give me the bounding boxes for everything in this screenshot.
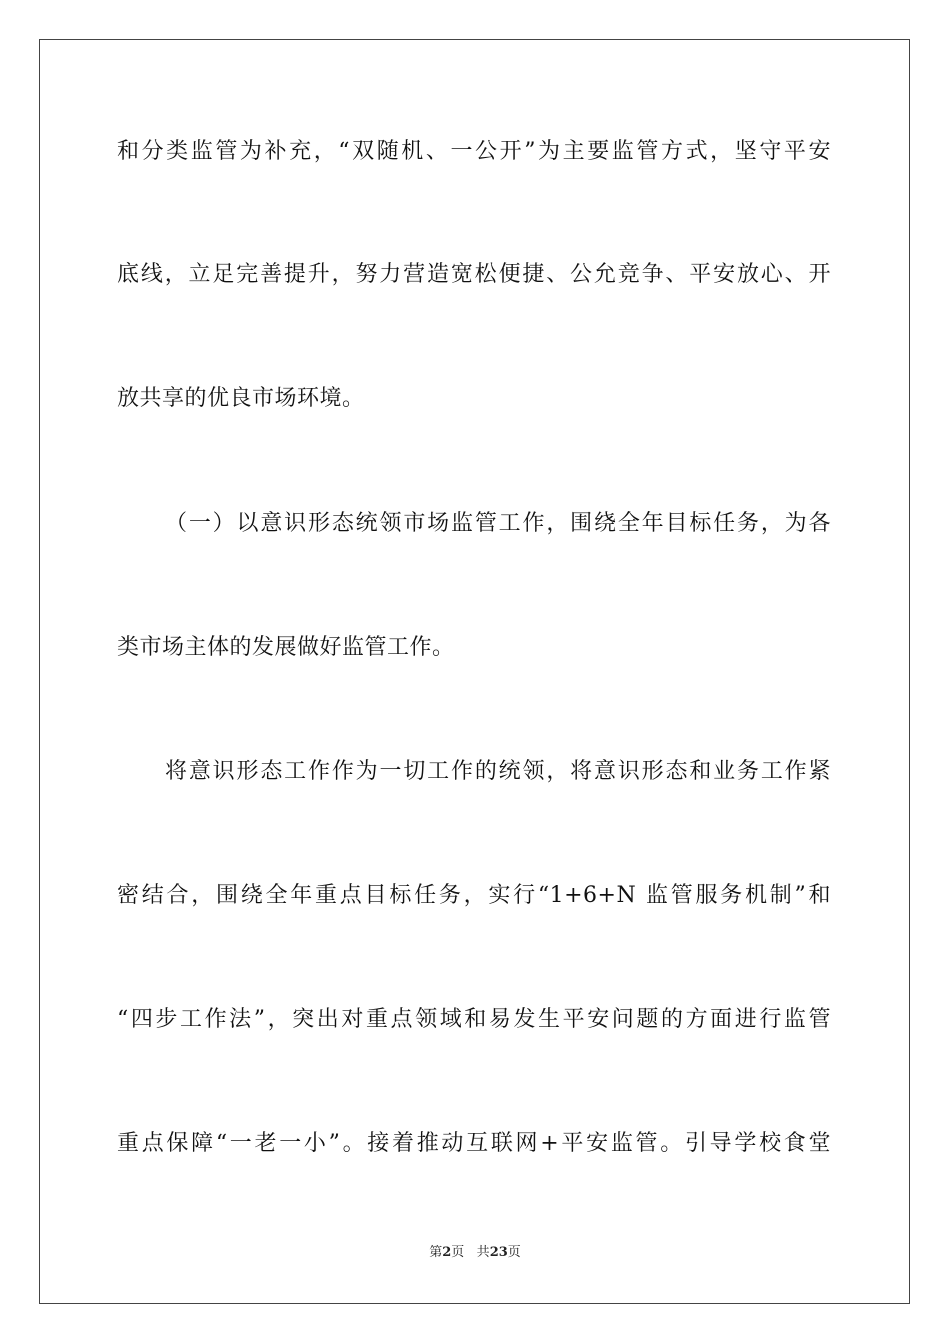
current-page-number: 2: [442, 1245, 452, 1260]
paragraph-line: 底线，立足完善提升，努力营造宽松便捷、公允竞争、平安放心、开: [117, 262, 831, 287]
paragraph-line: 密结合，围绕全年重点目标任务，实行“1+6+N 监管服务机制”和: [117, 883, 831, 908]
page-border: [39, 39, 910, 1304]
page-label-suffix: 页: [451, 1245, 465, 1260]
section-heading-line: 类市场主体的发展做好监管工作。: [117, 635, 455, 660]
paragraph-line: 和分类监管为补充，“双随机、一公开”为主要监管方式，坚守平安: [117, 139, 831, 164]
paragraph-line: 重点保障“一老一小”。接着推动互联网+平安监管。引导学校食堂: [117, 1131, 831, 1156]
section-heading-line: （一）以意识形态统领市场监管工作，围绕全年目标任务，为各: [165, 511, 831, 536]
total-label-suffix: 页: [507, 1245, 521, 1260]
paragraph-line: “四步工作法”，突出对重点领域和易发生平安问题的方面进行监管: [117, 1007, 831, 1032]
page-label-prefix: 第: [429, 1245, 443, 1260]
page-footer: [0, 1244, 950, 1262]
paragraph-line: 将意识形态工作作为一切工作的统领，将意识形态和业务工作紧: [165, 759, 831, 784]
total-page-count: 23: [489, 1245, 508, 1260]
total-label-prefix: 共: [476, 1245, 490, 1260]
paragraph-line: 放共享的优良市场环境。: [117, 386, 365, 411]
